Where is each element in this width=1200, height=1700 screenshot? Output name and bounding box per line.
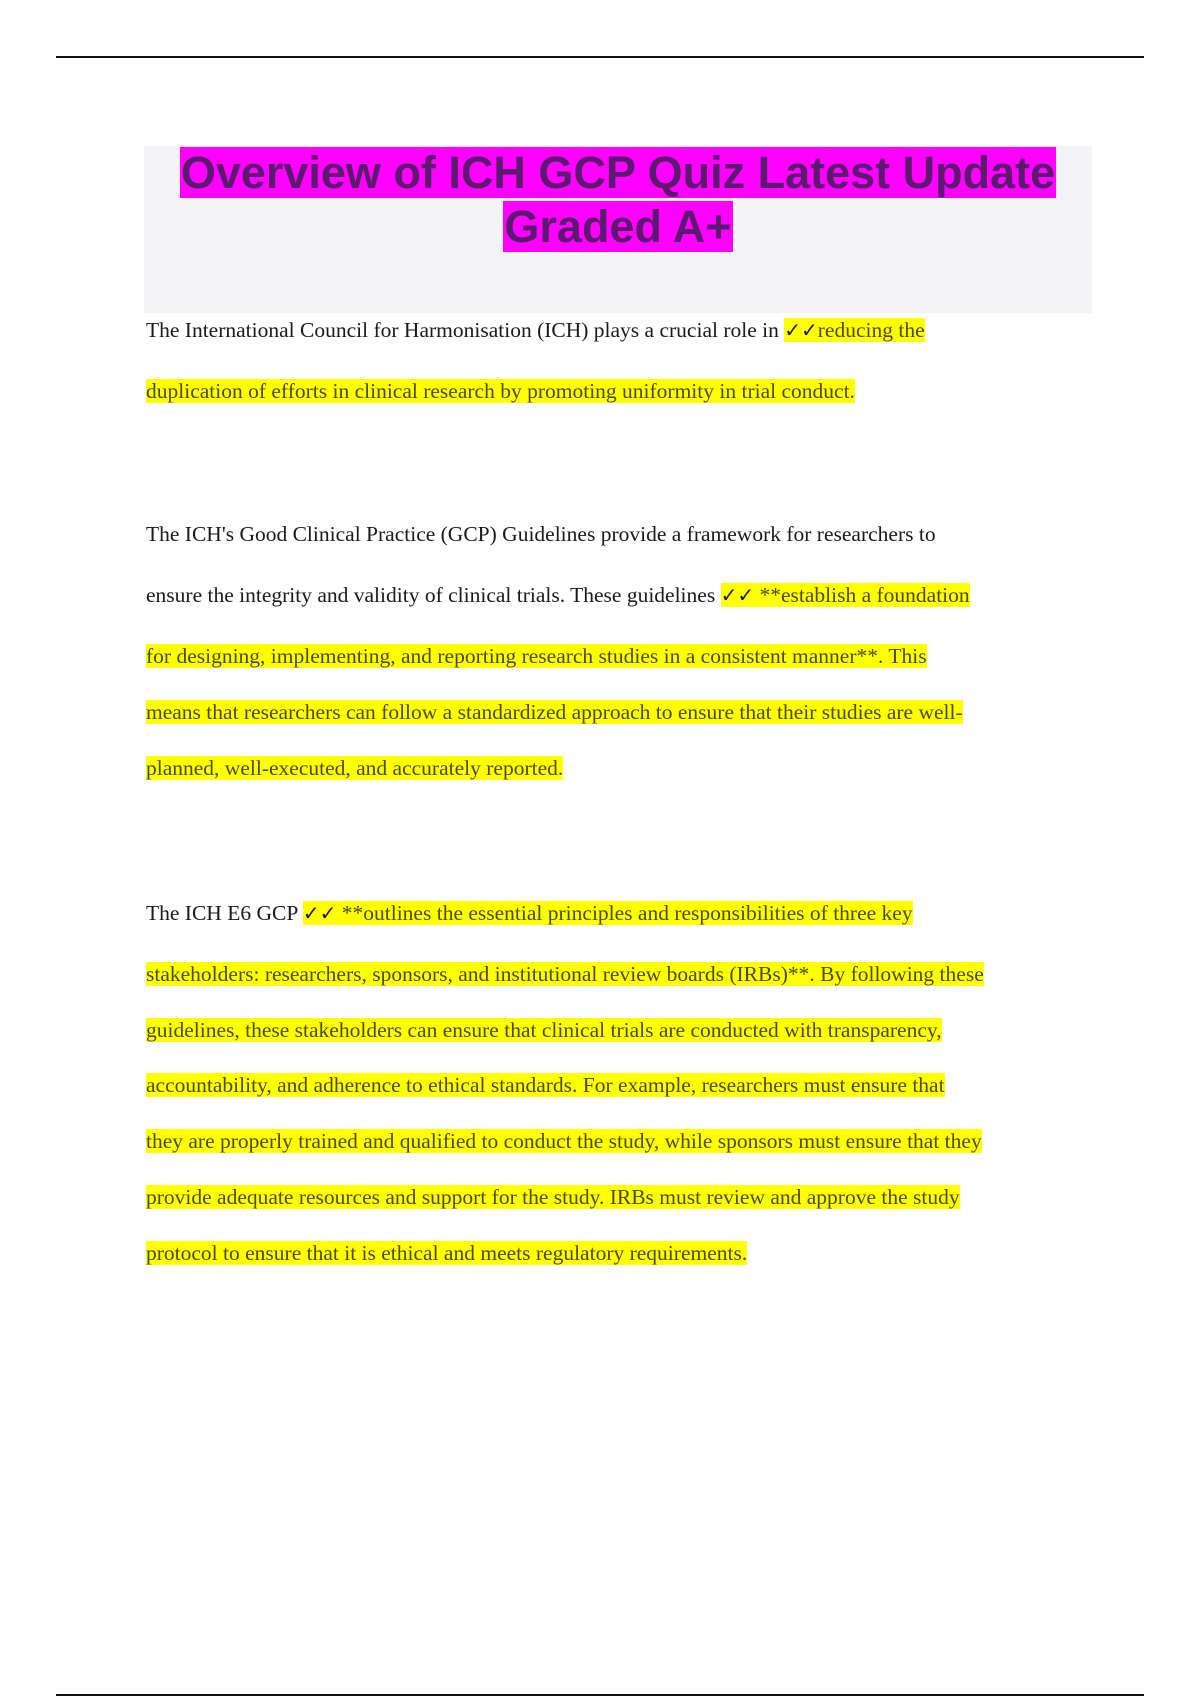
plain-text: The ICH's Good Clinical Practice (GCP) Guidelines provide a framework for researchers to xyxy=(146,522,936,546)
paragraph-line xyxy=(146,697,963,727)
highlighted-text: protocol to ensure that it is ethical and meets regulatory requirements. xyxy=(146,1241,748,1265)
paragraph-line xyxy=(146,519,936,549)
highlighted-text: guidelines, these stakeholders can ensure that clinical trials are conducted with transparency, xyxy=(146,1018,942,1042)
paragraph-line xyxy=(146,1015,942,1045)
highlighted-text: they are properly trained and qualified to conduct the study, while sponsors must ensure that they xyxy=(146,1129,982,1153)
plain-text: The ICH E6 GCP xyxy=(146,901,303,925)
check-mark-icon: ✓✓ xyxy=(302,901,337,925)
paragraph-line xyxy=(146,641,927,671)
highlighted-text xyxy=(303,901,913,925)
paragraph-line xyxy=(146,1126,982,1156)
bottom-rule xyxy=(56,1694,1144,1696)
title-block xyxy=(144,146,1092,313)
paragraph-line xyxy=(146,580,970,610)
highlight-segment: **outlines the essential principles and responsibilities of three key xyxy=(336,901,913,925)
title-line-2 xyxy=(144,200,1092,254)
title-text-2: Graded A+ xyxy=(504,201,732,252)
paragraph-line xyxy=(146,753,563,783)
highlighted-text: accountability, and adherence to ethical standards. For example, researchers must ensure that xyxy=(146,1073,945,1097)
highlighted-text: means that researchers can follow a standardized approach to ensure that their studies are well- xyxy=(146,700,963,724)
highlighted-text: provide adequate resources and support for the study. IRBs must review and approve the study xyxy=(146,1185,960,1209)
paragraph-line xyxy=(146,959,984,989)
check-mark-icon: ✓✓ xyxy=(784,318,818,342)
check-mark-icon: ✓✓ xyxy=(720,583,755,607)
paragraph-line xyxy=(146,898,913,928)
paragraph-line xyxy=(146,1238,747,1268)
top-rule xyxy=(56,56,1144,58)
highlighted-text: planned, well-executed, and accurately reported. xyxy=(146,756,564,780)
paragraph-line xyxy=(146,1070,945,1100)
paragraph-line xyxy=(146,315,925,345)
highlighted-text: duplication of efforts in clinical research by promoting uniformity in trial conduct. xyxy=(146,379,855,403)
highlighted-text: for designing, implementing, and reporting research studies in a consistent manner**. This xyxy=(146,644,927,668)
plain-text: The International Council for Harmonisation (ICH) plays a crucial role in xyxy=(146,318,785,342)
highlighted-text: stakeholders: researchers, sponsors, and institutional review boards (IRBs)**. By following these xyxy=(146,962,984,986)
highlighted-text xyxy=(721,583,970,607)
plain-text: ensure the integrity and validity of clinical trials. These guidelines xyxy=(146,583,721,607)
paragraph-line xyxy=(146,376,855,406)
title-text-1: Overview of ICH GCP Quiz Latest Update xyxy=(180,147,1056,198)
paragraph-line xyxy=(146,1182,960,1212)
highlight-segment: **establish a foundation xyxy=(754,583,970,607)
highlight-segment: reducing the xyxy=(817,318,925,342)
highlighted-text xyxy=(784,318,924,342)
title-line-1 xyxy=(144,146,1092,200)
